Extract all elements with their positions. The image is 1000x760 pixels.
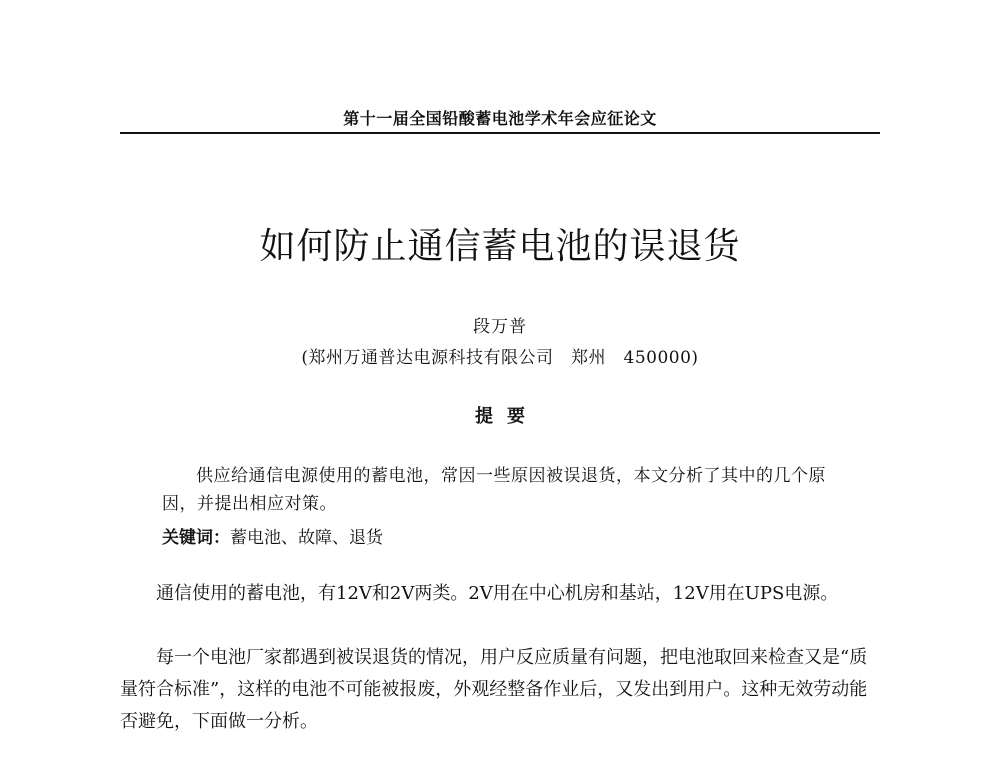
body-paragraph: 通信使用的蓄电池，有12V和2V两类。2V用在中心机房和基站，12V用在UPS电源。: [156, 583, 839, 604]
body-paragraph: 每一个电池厂家都遇到被误退货的情况，用户反应质量有问题，把电池取回来检查又是“质量符合标准”，这样的电池不可能被报废，外观经整备作业后，又发出到用户。这种无效劳动能否避免，下面做一分析。: [120, 647, 868, 732]
header-rule: [120, 132, 880, 134]
author-affiliation: (郑州万通普达电源科技有限公司 郑州 450000): [301, 348, 699, 368]
keywords-label: 关键词：: [162, 528, 230, 548]
keywords: [162, 526, 838, 550]
abstract-text: 供应给通信电源使用的蓄电池，常因一些原因被误退货，本文分析了其中的几个原因，并提出相应对策。: [162, 466, 826, 514]
abstract-heading: 提要: [475, 406, 539, 427]
running-header: 第十一届全国铅酸蓄电池学术年会应征论文: [343, 109, 657, 128]
paper-title: 如何防止通信蓄电池的误退货: [259, 226, 741, 267]
keywords-value: 蓄电池、故障、退货: [230, 528, 383, 548]
author-name: 段万普: [473, 317, 527, 337]
